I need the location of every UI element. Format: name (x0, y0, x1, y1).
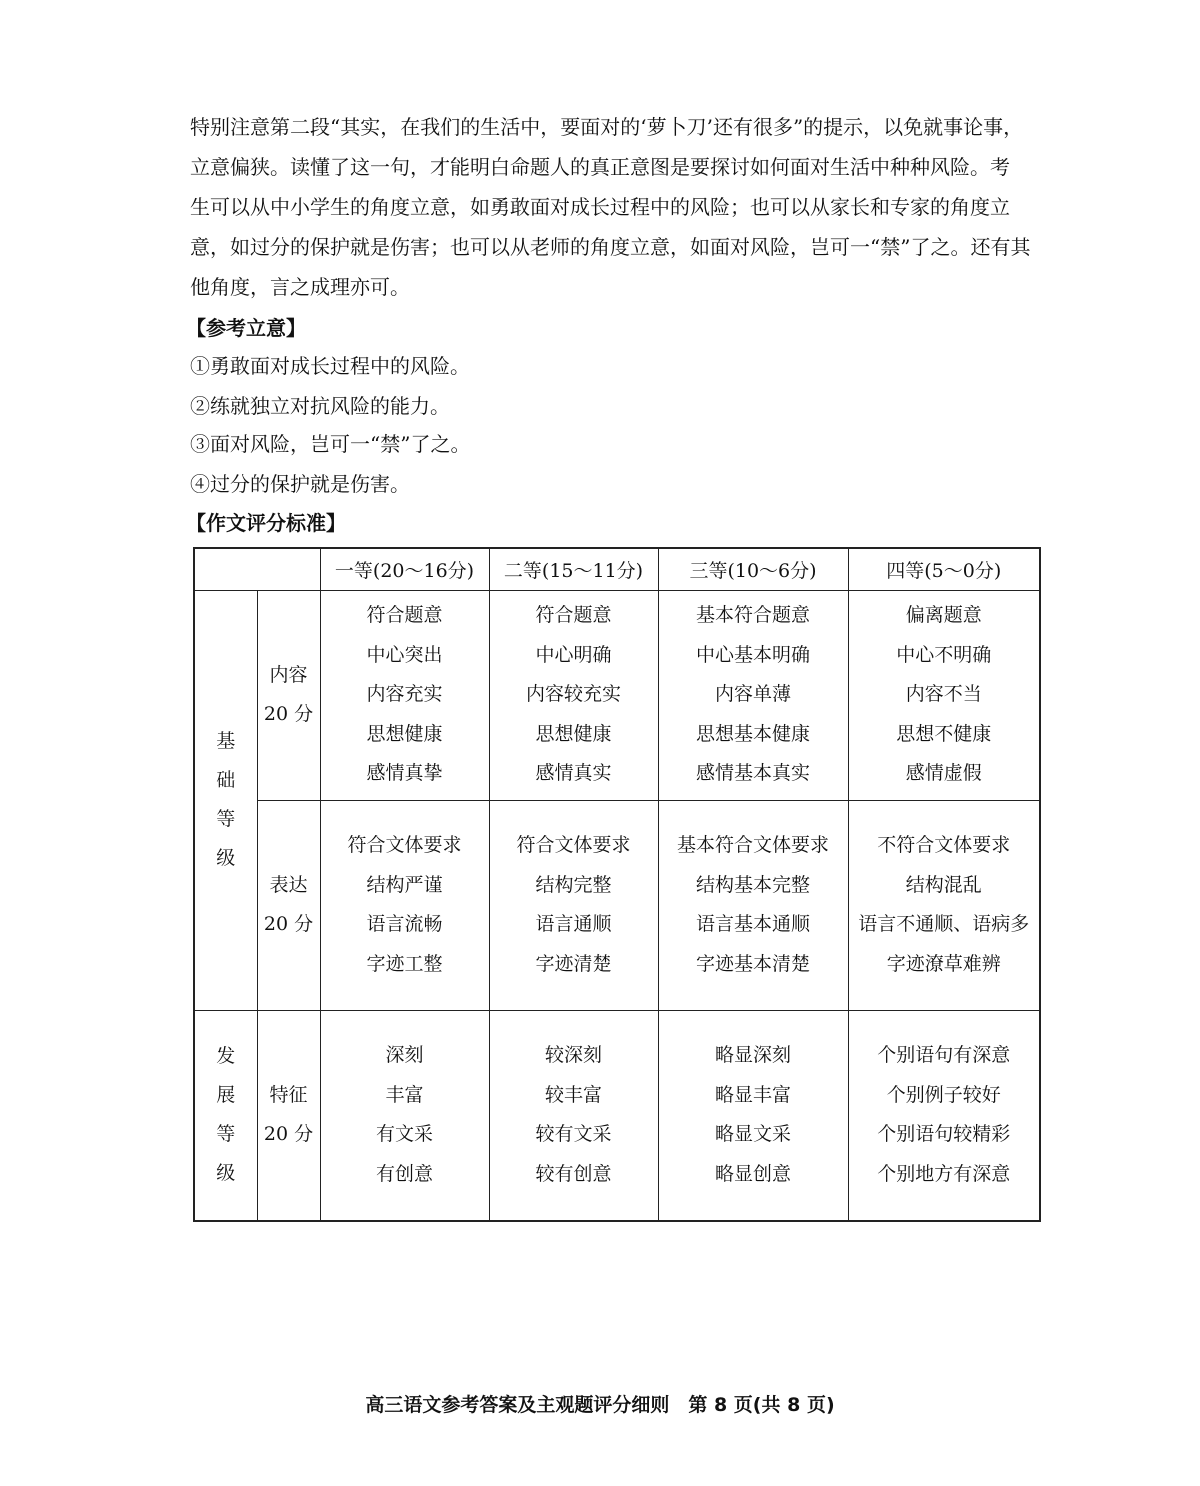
feature-cell: 略显深刻 略显丰富 略显文采 略显创意 (658, 1010, 848, 1221)
reference-item-1: ①勇敢面对成长过程中的风险。 (190, 354, 470, 378)
content-label: 内容 20 分 (257, 590, 320, 800)
expression-cell: 基本符合文体要求 结构基本完整 语言基本通顺 字迹基本清楚 (658, 800, 848, 1010)
criteria-heading: 【作文评分标准】 (186, 511, 346, 535)
intro-line: 他角度，言之成理亦可。 (190, 275, 410, 299)
intro-line: 意，如过分的保护就是伤害；也可以从老师的角度立意，如面对风险，岂可一“禁”了之。还有其 (190, 235, 1031, 259)
feature-cell: 深刻 丰富 有文采 有创意 (320, 1010, 489, 1221)
header-grade-2: 二等(15～11分) (489, 548, 658, 590)
expression-row (194, 800, 1040, 1010)
reference-item-3: ③面对风险，岂可一“禁”了之。 (190, 432, 471, 456)
content-row (194, 590, 1040, 800)
feature-cell: 个别语句有深意 个别例子较好 个别语句较精彩 个别地方有深意 (848, 1010, 1040, 1221)
intro-line: 生可以从中小学生的角度立意，如勇敢面对成长过程中的风险；也可以从家长和专家的角度立 (190, 195, 1010, 219)
header-grade-3: 三等(10～6分) (658, 548, 848, 590)
content-cell: 偏离题意 中心不明确 内容不当 思想不健康 感情虚假 (848, 590, 1040, 800)
content-cell: 符合题意 中心明确 内容较充实 思想健康 感情真实 (489, 590, 658, 800)
intro-line: 特别注意第二段“其实，在我们的生活中，要面对的‘萝卜刀’还有很多”的提示，以免就事论事， (190, 115, 1024, 139)
intro-paragraph (190, 107, 1050, 307)
scoring-table (193, 547, 1041, 1222)
basic-level-label: 基 础 等 级 (194, 590, 257, 1010)
header-grade-4: 四等(5～0分) (848, 548, 1040, 590)
expression-label: 表达 20 分 (257, 800, 320, 1010)
expression-cell: 不符合文体要求 结构混乱 语言不通顺、语病多 字迹潦草难辨 (848, 800, 1040, 1010)
expression-cell: 符合文体要求 结构严谨 语言流畅 字迹工整 (320, 800, 489, 1010)
page-footer: 高三语文参考答案及主观题评分细则 第 8 页(共 8 页) (365, 1394, 835, 1416)
feature-cell: 较深刻 较丰富 较有文采 较有创意 (489, 1010, 658, 1221)
header-row (194, 548, 1040, 590)
corner-cell (194, 548, 320, 590)
content-cell: 基本符合题意 中心基本明确 内容单薄 思想基本健康 感情基本真实 (658, 590, 848, 800)
feature-row (194, 1010, 1040, 1221)
feature-label: 特征 20 分 (257, 1010, 320, 1221)
reference-heading: 【参考立意】 (186, 316, 306, 340)
header-grade-1: 一等(20～16分) (320, 548, 489, 590)
content-cell: 符合题意 中心突出 内容充实 思想健康 感情真挚 (320, 590, 489, 800)
expression-cell: 符合文体要求 结构完整 语言通顺 字迹清楚 (489, 800, 658, 1010)
reference-item-4: ④过分的保护就是伤害。 (190, 472, 410, 496)
reference-item-2: ②练就独立对抗风险的能力。 (190, 394, 450, 418)
intro-line: 立意偏狭。读懂了这一句，才能明白命题人的真正意图是要探讨如何面对生活中种种风险。考 (190, 155, 1010, 179)
development-level-label: 发 展 等 级 (194, 1010, 257, 1221)
